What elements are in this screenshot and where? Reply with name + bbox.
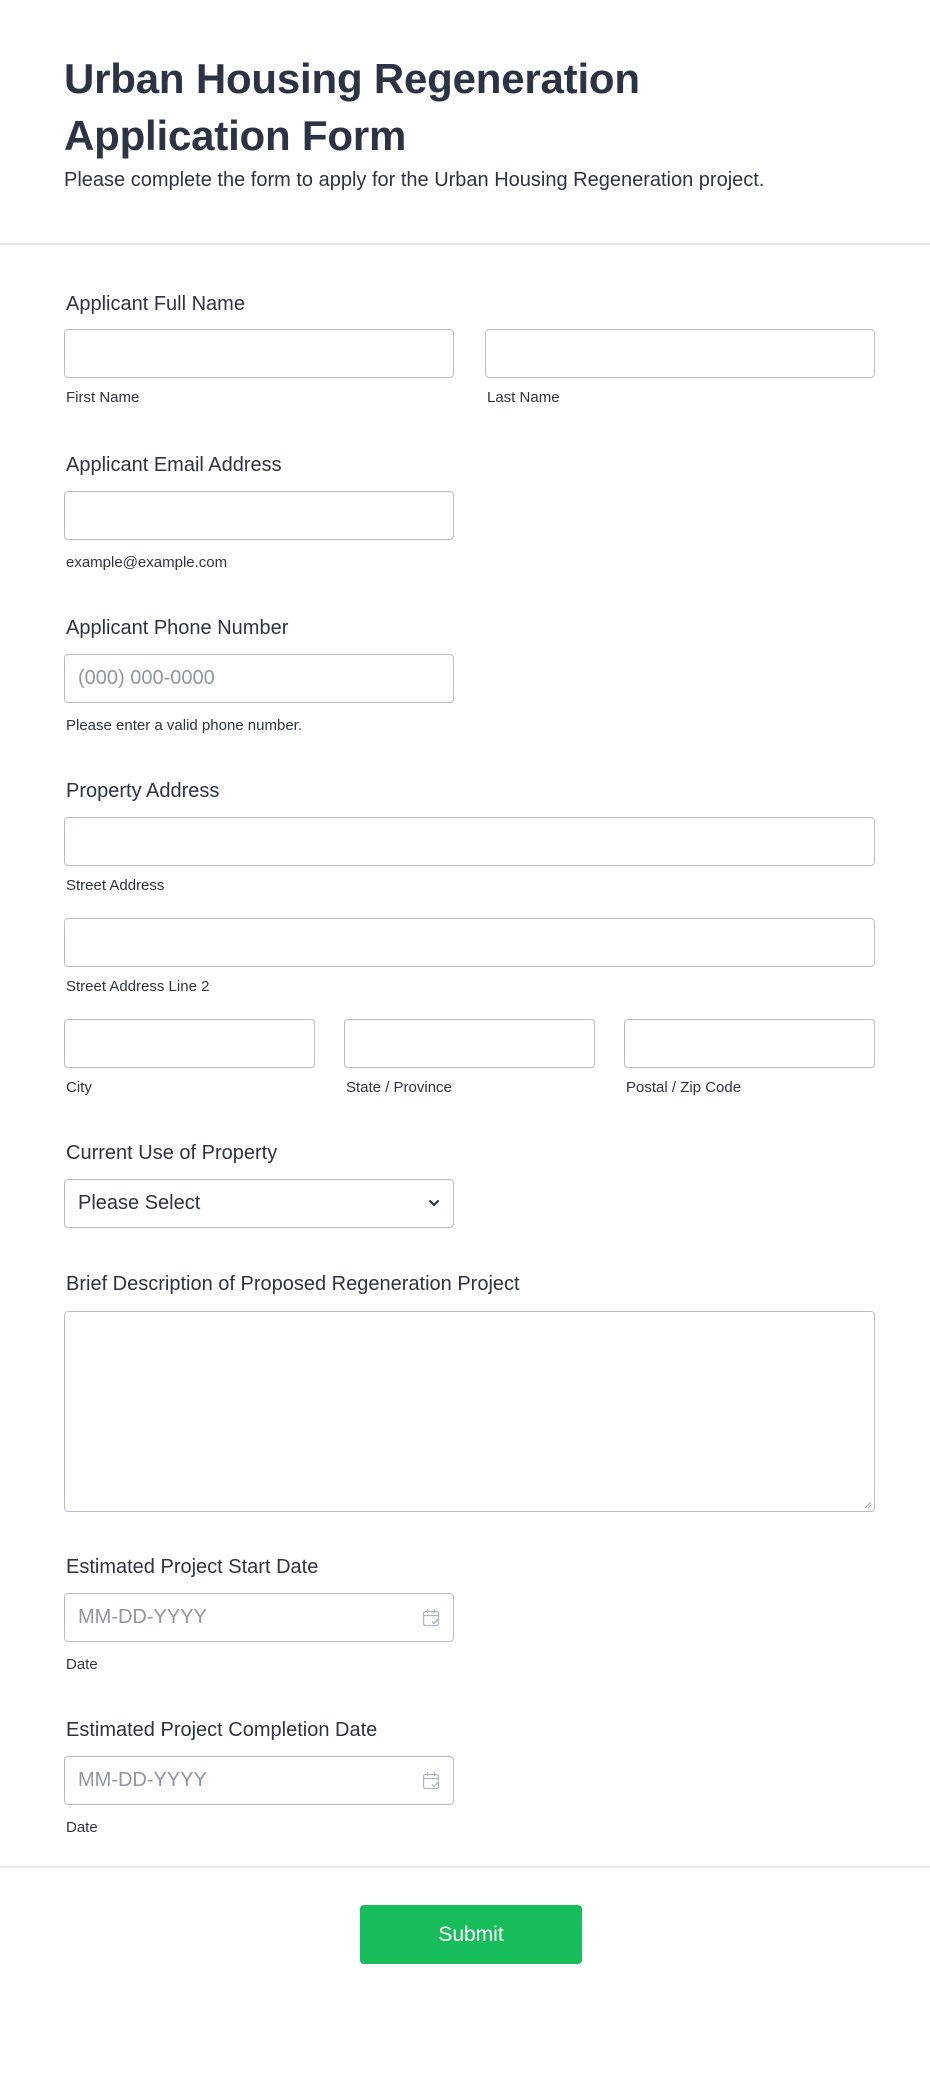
- email-field-group: [64, 408, 875, 573]
- city-sublabel: City: [66, 1079, 92, 1096]
- email-sublabel: example@example.com: [66, 554, 228, 571]
- first-name-input[interactable]: [64, 329, 454, 378]
- phone-field-group: [64, 573, 875, 736]
- last-name-group: [485, 329, 875, 408]
- first-name-sublabel: First Name: [66, 389, 140, 406]
- page-subtitle: Please complete the form to apply for the Urban Housing Regeneration project.: [64, 169, 765, 191]
- postal-code-sublabel: Postal / Zip Code: [626, 1079, 742, 1096]
- start-date-field-group: [64, 1512, 875, 1675]
- form-body: [0, 245, 930, 1866]
- street-address-input[interactable]: [64, 817, 875, 866]
- email-label: Applicant Email Address: [66, 454, 282, 476]
- city-input[interactable]: [64, 1019, 315, 1068]
- full-name-row: [64, 329, 875, 408]
- postal-group: [624, 1019, 875, 1098]
- city-state-zip-row: [64, 1019, 875, 1098]
- body-bottom-spacer: [64, 1838, 875, 1866]
- address-label: Property Address: [66, 780, 220, 802]
- start-date-wrap: [64, 1593, 454, 1642]
- street-address-sublabel: Street Address: [66, 877, 165, 894]
- start-date-input[interactable]: [64, 1593, 454, 1642]
- form-header: [0, 0, 930, 245]
- start-date-sublabel: Date: [66, 1656, 98, 1673]
- completion-date-wrap: [64, 1756, 454, 1805]
- completion-date-field-group: [64, 1675, 875, 1838]
- city-group: [64, 1019, 315, 1098]
- current-use-selected-value: Please Select: [78, 1192, 201, 1214]
- street-address-line2-sublabel: Street Address Line 2: [66, 978, 210, 995]
- full-name-field: [64, 245, 875, 408]
- page-title: Urban Housing Regeneration Application Form: [64, 55, 640, 159]
- calendar-check-icon[interactable]: [422, 1608, 440, 1627]
- phone-label: Applicant Phone Number: [66, 617, 289, 639]
- completion-date-label: Estimated Project Completion Date: [66, 1719, 378, 1741]
- postal-code-input[interactable]: [624, 1019, 875, 1068]
- last-name-input[interactable]: [485, 329, 875, 378]
- email-input[interactable]: [64, 491, 454, 540]
- form-footer: [0, 1866, 930, 2014]
- current-use-field-group: [64, 1098, 875, 1228]
- last-name-sublabel: Last Name: [487, 389, 560, 406]
- state-sublabel: State / Province: [346, 1079, 452, 1096]
- street-address-line2-input[interactable]: [64, 918, 875, 967]
- state-input[interactable]: [344, 1019, 595, 1068]
- submit-button[interactable]: Submit: [360, 1905, 582, 1964]
- chevron-down-icon: [427, 1196, 441, 1210]
- description-wrap: [64, 1311, 875, 1512]
- current-use-label: Current Use of Property: [66, 1142, 278, 1164]
- description-field-group: [64, 1228, 875, 1512]
- resize-handle-icon[interactable]: [862, 1499, 872, 1509]
- calendar-check-icon[interactable]: [422, 1771, 440, 1790]
- state-group: [344, 1019, 595, 1098]
- first-name-group: [64, 329, 454, 408]
- completion-date-sublabel: Date: [66, 1819, 98, 1836]
- current-use-select[interactable]: [64, 1179, 454, 1228]
- description-label: Brief Description of Proposed Regeneration Project: [66, 1273, 520, 1295]
- phone-input[interactable]: [64, 654, 454, 703]
- completion-date-input[interactable]: [64, 1756, 454, 1805]
- phone-sublabel: Please enter a valid phone number.: [66, 717, 302, 734]
- full-name-label: Applicant Full Name: [66, 293, 245, 315]
- start-date-label: Estimated Project Start Date: [66, 1556, 319, 1578]
- address-field-group: [64, 736, 875, 1098]
- description-textarea[interactable]: [64, 1311, 875, 1512]
